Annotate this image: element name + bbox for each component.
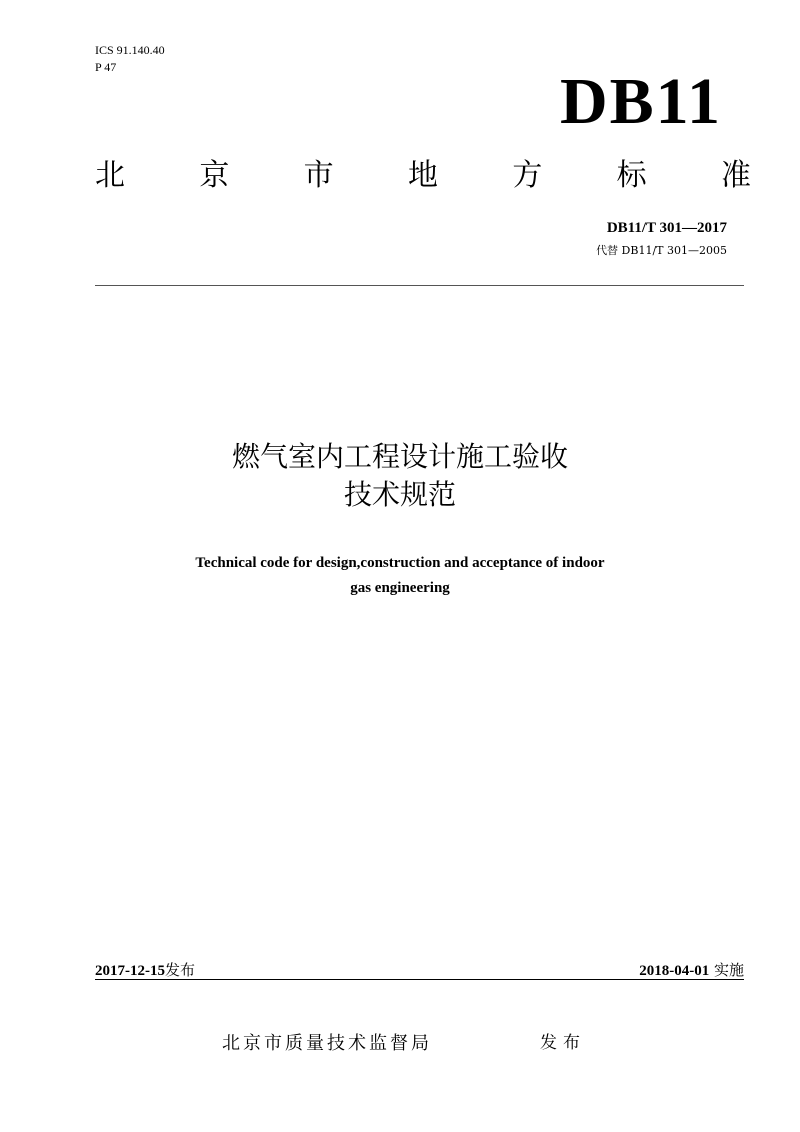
implement-date: 2018-04-01: [639, 963, 710, 979]
standard-code: DB11/T 301—2017: [606, 220, 727, 236]
bottom-divider: [95, 979, 744, 980]
standard-type-char: 地: [407, 158, 438, 193]
implement-date-block: [500, 960, 744, 981]
implement-label: 实施: [713, 961, 744, 979]
english-title-line2: gas engineering: [350, 580, 450, 596]
classification-codes: [95, 42, 165, 76]
standard-type: [95, 156, 751, 196]
publisher-name: 北京市质量技术监督局: [222, 1033, 432, 1054]
issue-date: 2017-12-15: [95, 963, 165, 979]
standard-type-char: 市: [303, 158, 334, 193]
top-divider: [95, 285, 744, 286]
standard-type-char: 北: [95, 158, 125, 193]
issue-label: 发布: [165, 961, 196, 979]
issue-date-block: [95, 960, 195, 981]
ccs-code: P 47: [95, 60, 117, 74]
ics-code: ICS 91.140.40: [95, 43, 165, 57]
english-title-line1: Technical code for design,construction and acceptance of indoor: [195, 555, 605, 571]
standard-type-char: 京: [199, 158, 230, 193]
standard-type-char: 准: [720, 158, 751, 193]
standard-type-char: 标: [616, 158, 647, 193]
chinese-title: [100, 438, 700, 514]
english-title: [60, 551, 740, 601]
chinese-title-line2: 技术规范: [343, 478, 456, 511]
db-logo: DB11: [559, 65, 722, 138]
chinese-title-line1: 燃气室内工程设计施工验收: [231, 440, 568, 473]
replaces-code: 代替 DB11/T 301—2005: [596, 244, 727, 257]
publish-label: 发布: [540, 1033, 586, 1053]
standard-type-char: 方: [512, 158, 543, 193]
